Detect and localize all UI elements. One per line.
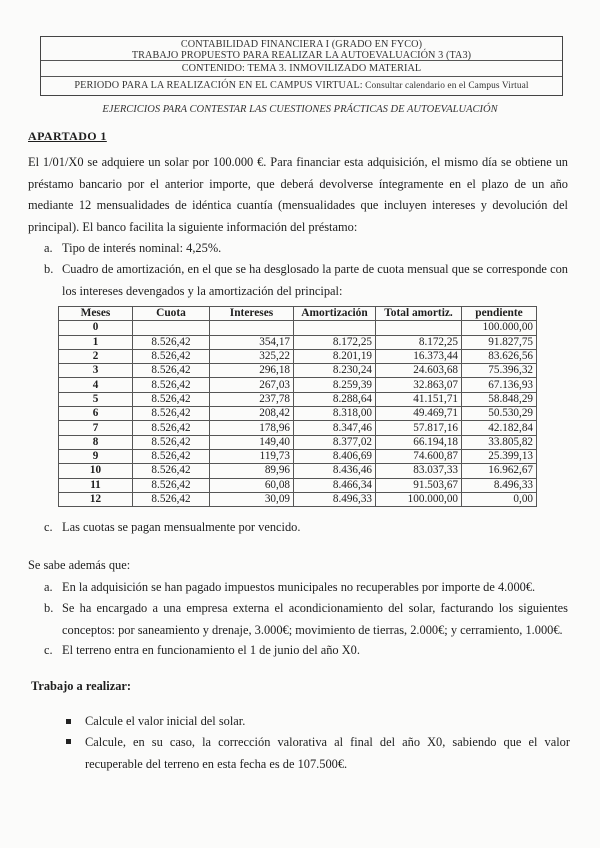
cell-total: 32.863,07 [376, 378, 462, 392]
cell-intereses: 208,42 [210, 407, 294, 421]
cell-total: 91.503,67 [376, 478, 462, 492]
cell-total: 16.373,44 [376, 349, 462, 363]
cell-pendiente: 58.848,29 [462, 392, 537, 406]
period-label: PERIODO PARA LA REALIZACIÓN EN EL CAMPUS VIRTUAL: [74, 80, 363, 91]
cell-pendiente: 0,00 [462, 492, 537, 506]
item-text: Cuadro de amortización, en el que se ha desglosado la parte de cuota mensual que se corresponde con los intereses devengados y la amortización del principal: [62, 262, 568, 298]
amortization-table [58, 306, 537, 507]
document-header [40, 36, 563, 96]
cell-cuota: 8.526,42 [133, 435, 210, 449]
cell-mes: 10 [59, 464, 133, 478]
cell-amortizacion [294, 321, 376, 335]
cell-cuota: 8.526,42 [133, 335, 210, 349]
loan-item-c [44, 517, 300, 539]
loan-item-a [44, 238, 221, 260]
cell-amortizacion: 8.496,33 [294, 492, 376, 506]
task-text: Calcule el valor inicial del solar. [85, 714, 246, 728]
known-intro: Se sabe además que: [28, 558, 131, 572]
cell-cuota [133, 321, 210, 335]
cell-total [376, 321, 462, 335]
table-row [59, 364, 537, 378]
cell-amortizacion: 8.347,46 [294, 421, 376, 435]
known-item-a [44, 577, 535, 599]
cell-intereses: 296,18 [210, 364, 294, 378]
cell-mes: 1 [59, 335, 133, 349]
loan-item-b [44, 259, 568, 302]
cell-total: 8.172,25 [376, 335, 462, 349]
table-row [59, 492, 537, 506]
item-text: El terreno entra en funcionamiento el 1 de junio del año X0. [62, 643, 360, 657]
content-line: CONTENIDO: TEMA 3. INMOVILIZADO MATERIAL [41, 61, 562, 77]
col-header-meses: Meses [59, 307, 133, 321]
cell-pendiente: 8.496,33 [462, 478, 537, 492]
cell-amortizacion: 8.377,02 [294, 435, 376, 449]
bullet-icon [66, 719, 71, 724]
cell-total: 83.037,33 [376, 464, 462, 478]
item-text: Se ha encargado a una empresa externa el acondicionamiento del solar, facturando los siguientes conceptos: por saneamiento y drenaje, 3.000€; movimiento de tierras, 2.000€; y cerramiento, 1.000€. [62, 601, 568, 637]
col-header-pendiente: pendiente [462, 307, 537, 321]
col-header-amortizacion: Amortización [294, 307, 376, 321]
col-header-intereses: Intereses [210, 307, 294, 321]
task-text: Calcule, en su caso, la corrección valorativa al final del año X0, sabiendo que el valor recuperable del terreno en esta fecha es de 107.500€. [85, 735, 570, 771]
cell-amortizacion: 8.230,24 [294, 364, 376, 378]
cell-cuota: 8.526,42 [133, 378, 210, 392]
table-row [59, 407, 537, 421]
table-header-row [59, 307, 537, 321]
cell-intereses [210, 321, 294, 335]
table-row [59, 464, 537, 478]
cell-cuota: 8.526,42 [133, 407, 210, 421]
cell-total: 74.600,87 [376, 449, 462, 463]
cell-mes: 9 [59, 449, 133, 463]
assignment-title: TRABAJO PROPUESTO PARA REALIZAR LA AUTOEVALUACIÓN 3 (TA3) [131, 50, 472, 61]
cell-amortizacion: 8.318,00 [294, 407, 376, 421]
cell-pendiente: 91.827,75 [462, 335, 537, 349]
cell-total: 49.469,71 [376, 407, 462, 421]
table-row [59, 478, 537, 492]
period-line [41, 77, 562, 95]
cell-mes: 2 [59, 349, 133, 363]
cell-mes: 8 [59, 435, 133, 449]
item-label: b. [44, 262, 54, 276]
cell-pendiente: 50.530,29 [462, 407, 537, 421]
cell-pendiente: 75.396,32 [462, 364, 537, 378]
col-header-cuota: Cuota [133, 307, 210, 321]
cell-pendiente: 33.805,82 [462, 435, 537, 449]
cell-amortizacion: 8.201,19 [294, 349, 376, 363]
cell-cuota: 8.526,42 [133, 421, 210, 435]
cell-pendiente: 16.962,67 [462, 464, 537, 478]
cell-pendiente: 100.000,00 [462, 321, 537, 335]
cell-amortizacion: 8.172,25 [294, 335, 376, 349]
cell-cuota: 8.526,42 [133, 492, 210, 506]
item-label: c. [44, 520, 53, 534]
cell-intereses: 119,73 [210, 449, 294, 463]
cell-intereses: 354,17 [210, 335, 294, 349]
cell-pendiente: 42.182,84 [462, 421, 537, 435]
task-item [66, 711, 245, 733]
cell-mes: 6 [59, 407, 133, 421]
cell-intereses: 325,22 [210, 349, 294, 363]
cell-amortizacion: 8.259,39 [294, 378, 376, 392]
cell-mes: 4 [59, 378, 133, 392]
cell-amortizacion: 8.288,64 [294, 392, 376, 406]
item-label: a. [44, 241, 53, 255]
bullet-icon [66, 739, 71, 744]
course-title: CONTABILIDAD FINANCIERA I (GRADO EN FYCO) [180, 39, 423, 50]
table-row [59, 392, 537, 406]
cell-intereses: 267,03 [210, 378, 294, 392]
known-item-c [44, 640, 360, 662]
cell-total: 100.000,00 [376, 492, 462, 506]
section-title: APARTADO 1 [28, 129, 107, 143]
period-value: Consultar calendario en el Campus Virtual [362, 81, 529, 91]
cell-intereses: 149,40 [210, 435, 294, 449]
cell-cuota: 8.526,42 [133, 364, 210, 378]
intro-paragraph: El 1/01/X0 se adquiere un solar por 100.000 €. Para financiar esta adquisición, el mismo día se obtiene un préstamo bancario por el anterior importe, que deberá devolverse íntegramente en el plazo de un año mediante 12 mensualidades de idéntica cuantía (mensualidades que incluyen intereses y devolución del principal). El banco facilita la siguiente información del préstamo: [28, 155, 568, 234]
exercise-subtitle: EJERCICIOS PARA CONTESTAR LAS CUESTIONES PRÁCTICAS DE AUTOEVALUACIÓN [102, 104, 498, 115]
cell-mes: 11 [59, 478, 133, 492]
table-row [59, 321, 537, 335]
cell-mes: 5 [59, 392, 133, 406]
cell-total: 66.194,18 [376, 435, 462, 449]
cell-mes: 3 [59, 364, 133, 378]
cell-mes: 12 [59, 492, 133, 506]
task-item [66, 732, 570, 775]
cell-mes: 0 [59, 321, 133, 335]
cell-cuota: 8.526,42 [133, 349, 210, 363]
tasks-title: Trabajo a realizar: [31, 679, 132, 693]
item-text: Las cuotas se pagan mensualmente por vencido. [62, 520, 301, 534]
cell-pendiente: 83.626,56 [462, 349, 537, 363]
table-row [59, 335, 537, 349]
cell-intereses: 237,78 [210, 392, 294, 406]
cell-amortizacion: 8.466,34 [294, 478, 376, 492]
table-row [59, 349, 537, 363]
cell-amortizacion: 8.406,69 [294, 449, 376, 463]
table-row [59, 435, 537, 449]
col-header-total-amortiz: Total amortiz. [376, 307, 462, 321]
cell-cuota: 8.526,42 [133, 449, 210, 463]
cell-cuota: 8.526,42 [133, 392, 210, 406]
cell-pendiente: 25.399,13 [462, 449, 537, 463]
cell-cuota: 8.526,42 [133, 464, 210, 478]
header-course-block [41, 37, 562, 61]
cell-intereses: 60,08 [210, 478, 294, 492]
item-label: c. [44, 643, 53, 657]
table-row [59, 378, 537, 392]
cell-mes: 7 [59, 421, 133, 435]
known-item-b [44, 598, 568, 641]
item-text: Tipo de interés nominal: 4,25%. [62, 241, 222, 255]
table-row [59, 421, 537, 435]
table-row [59, 449, 537, 463]
cell-total: 57.817,16 [376, 421, 462, 435]
cell-intereses: 30,09 [210, 492, 294, 506]
cell-amortizacion: 8.436,46 [294, 464, 376, 478]
item-label: a. [44, 580, 53, 594]
cell-cuota: 8.526,42 [133, 478, 210, 492]
cell-total: 41.151,71 [376, 392, 462, 406]
item-text: En la adquisición se han pagado impuestos municipales no recuperables por importe de 4.000€. [62, 580, 536, 594]
cell-intereses: 89,96 [210, 464, 294, 478]
cell-pendiente: 67.136,93 [462, 378, 537, 392]
item-label: b. [44, 601, 54, 615]
cell-intereses: 178,96 [210, 421, 294, 435]
cell-total: 24.603,68 [376, 364, 462, 378]
